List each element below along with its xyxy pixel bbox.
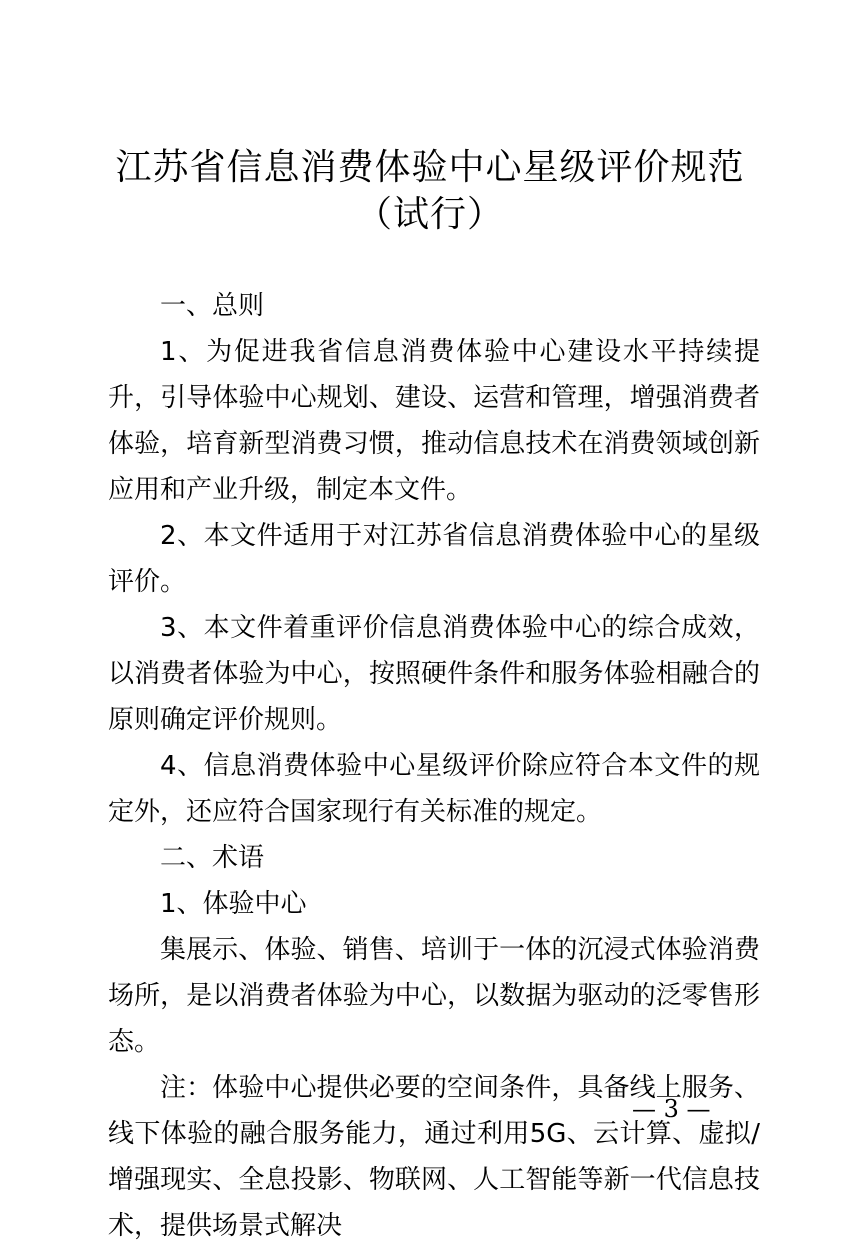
paragraph-2: 2、本文件适用于对江苏省信息消费体验中心的星级评价。 (108, 521, 760, 597)
term-note: 注：体验中心提供必要的空间条件，具备线上服务、线下体验的融合服务能力，通过利用5G、云计算、虚拟/增强现实、全息投影、物联网、人工智能等新一代信息技术，提供场景式解决 (108, 1073, 760, 1241)
page-number: — 3 — (632, 1095, 711, 1123)
paragraph-4: 4、信息消费体验中心星级评价除应符合本文件的规定外，还应符合国家现行有关标准的规定。 (108, 751, 760, 827)
section-heading-general: 一、总则 (160, 291, 265, 321)
paragraph-1: 1、为促进我省信息消费体验中心建设水平持续提升，引导体验中心规划、建设、运营和管理，增强消费者体验，培育新型消费习惯，推动信息技术在消费领域创新应用和产业升级，制定本文件。 (108, 337, 760, 505)
document-title: 江苏省信息消费体验中心星级评价规范 (115, 147, 745, 188)
paragraph-3: 3、本文件着重评价信息消费体验中心的综合成效，以消费者体验为中心，按照硬件条件和服务体验相融合的原则确定评价规则。 (108, 613, 760, 735)
section-heading-terms: 二、术语 (160, 843, 265, 873)
document-subtitle: （试行） (355, 194, 504, 235)
term-definition: 集展示、体验、销售、培训于一体的沉浸式体验消费场所，是以消费者体验为中心，以数据为驱动的泛零售形态。 (108, 935, 760, 1057)
term-heading: 1、体验中心 (160, 889, 307, 919)
